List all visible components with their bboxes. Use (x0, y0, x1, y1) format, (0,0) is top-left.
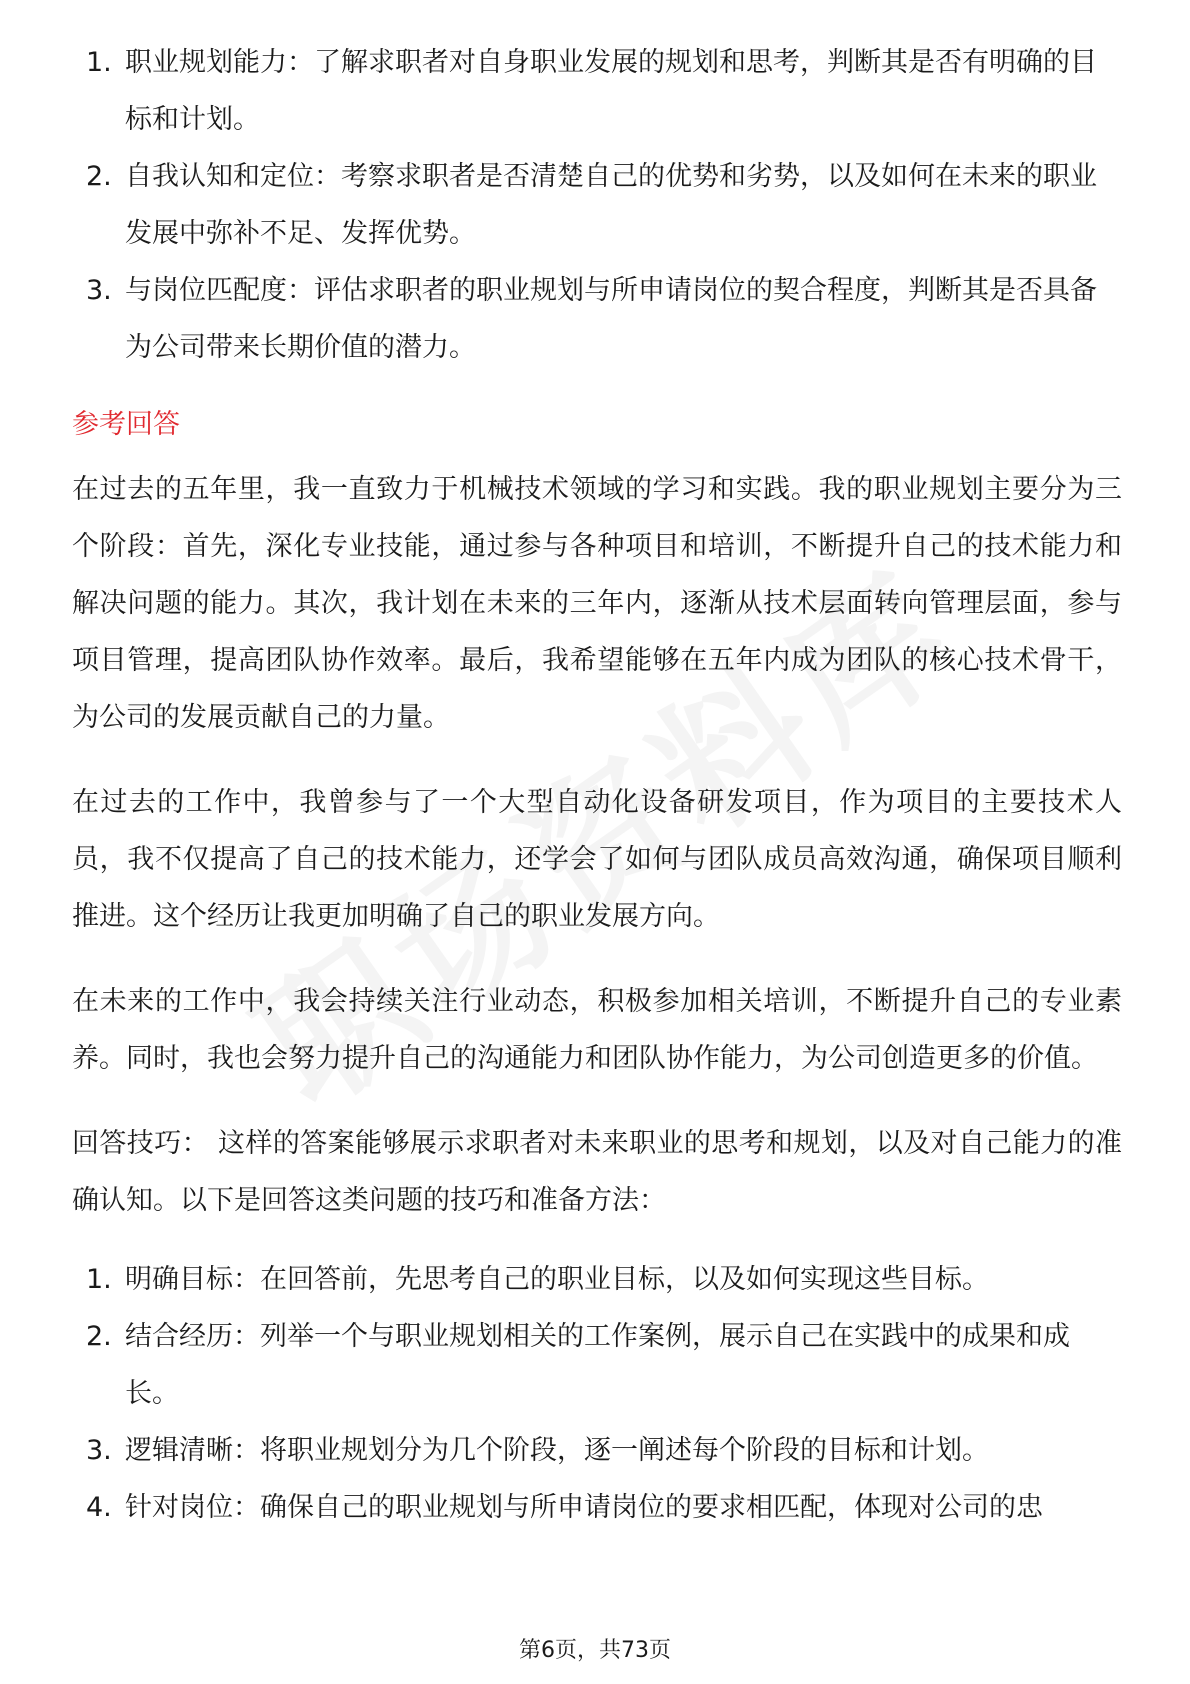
list-number: 2. (86, 1321, 112, 1352)
reference-answer-heading: 参考回答 (72, 409, 180, 440)
list-item (72, 148, 1122, 262)
list-text: 自我认知和定位：考察求职者是否清楚自己的优势和劣势，以及如何在未来的职业发展中弥补不足、发挥优势。 (125, 161, 1097, 249)
list-text: 结合经历：列举一个与职业规划相关的工作案例，展示自己在实践中的成果和成长。 (125, 1321, 1070, 1409)
list-number: 4. (86, 1492, 112, 1523)
list-text: 与岗位匹配度：评估求职者的职业规划与所申请岗位的契合程度，判断其是否具备为公司带来长期价值的潜力。 (125, 275, 1097, 363)
list-text: 职业规划能力：了解求职者对自身职业发展的规划和思考，判断其是否有明确的目标和计划。 (125, 47, 1097, 135)
list-number: 1. (86, 1264, 112, 1295)
list-number: 1. (86, 47, 112, 78)
tips-intro-paragraph: 回答技巧： 这样的答案能够展示求职者对未来职业的思考和规划，以及对自己能力的准确认知。以下是回答这类问题的技巧和准备方法： (72, 1128, 1122, 1216)
list-text: 针对岗位：确保自己的职业规划与所申请岗位的要求相匹配，体现对公司的忠 (125, 1492, 1043, 1523)
list-item (72, 1479, 1122, 1536)
list-item (72, 1422, 1122, 1479)
page-content (72, 34, 1122, 1536)
tips-list (72, 1251, 1122, 1536)
list-item (72, 1251, 1122, 1308)
answer-paragraph: 在过去的工作中，我曾参与了一个大型自动化设备研发项目，作为项目的主要技术人员，我不仅提高了自己的技术能力，还学会了如何与团队成员高效沟通，确保项目顺利推进。这个经历让我更加明确了自己的职业发展方向。 (72, 787, 1122, 932)
list-number: 3. (86, 275, 112, 306)
list-number: 2. (86, 161, 112, 192)
list-item (72, 1308, 1122, 1422)
list-item (72, 34, 1122, 148)
page-number-footer: 第6页，共73页 (519, 1638, 671, 1663)
evaluation-points-list (72, 34, 1122, 376)
answer-paragraph: 在未来的工作中，我会持续关注行业动态，积极参加相关培训，不断提升自己的专业素养。同时，我也会努力提升自己的沟通能力和团队协作能力，为公司创造更多的价值。 (72, 986, 1122, 1074)
list-number: 3. (86, 1435, 112, 1466)
list-text: 逻辑清晰：将职业规划分为几个阶段，逐一阐述每个阶段的目标和计划。 (125, 1435, 989, 1466)
answer-paragraph: 在过去的五年里，我一直致力于机械技术领域的学习和实践。我的职业规划主要分为三个阶段：首先，深化专业技能，通过参与各种项目和培训，不断提升自己的技术能力和解决问题的能力。其次，我计划在未来的三年内，逐渐从技术层面转向管理层面，参与项目管理，提高团队协作效率。最后，我希望能够在五年内成为团队的核心技术骨干，为公司的发展贡献自己的力量。 (72, 474, 1122, 733)
list-text: 明确目标：在回答前，先思考自己的职业目标，以及如何实现这些目标。 (125, 1264, 989, 1295)
list-item (72, 262, 1122, 376)
